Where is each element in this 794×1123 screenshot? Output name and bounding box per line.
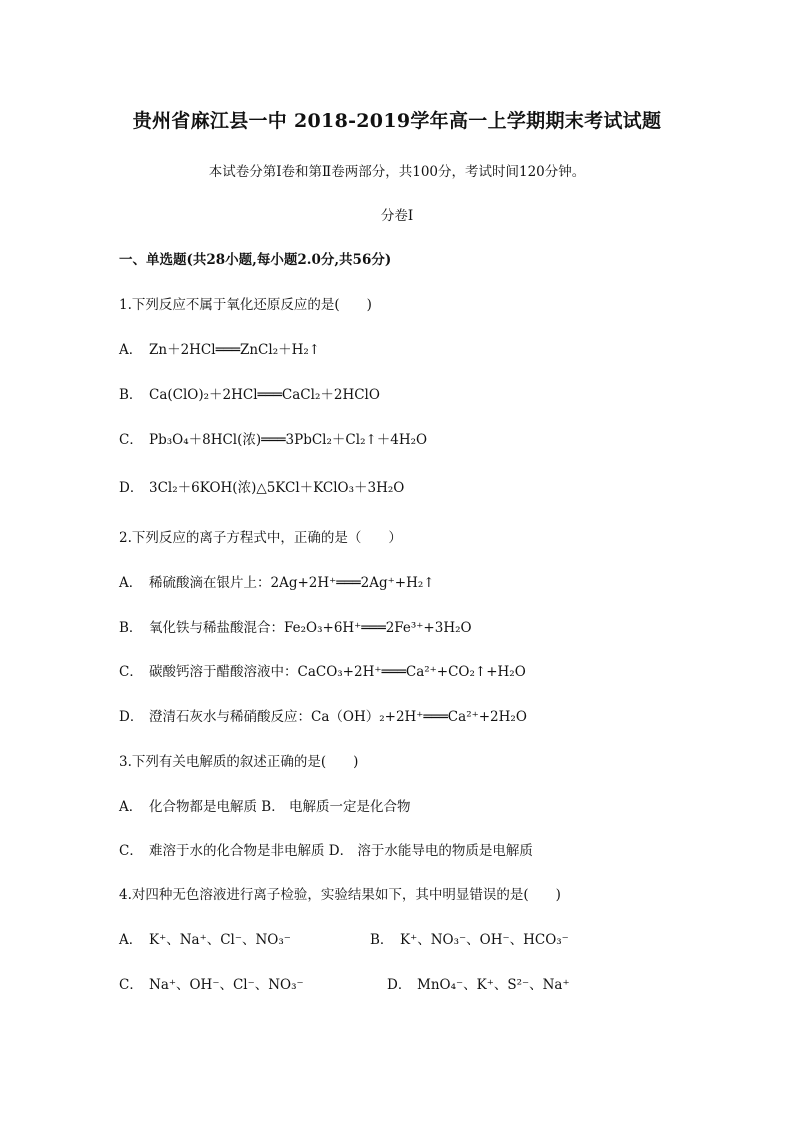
question-2-option-c [119,660,526,680]
option-letter: A． [119,575,143,591]
part-heading: 分卷I [380,208,414,224]
option-text: 3Cl₂＋6KOH(浓)△5KCl＋KClO₃＋3H₂O [149,480,405,496]
option-text: 澄清石灰水与稀硝酸反应：Ca（OH）₂+2H⁺═══Ca²⁺+2H₂O [149,709,527,725]
question-3-options-line-2 [119,839,533,859]
question-2-option-d [119,705,527,725]
option-text: 稀硫酸滴在银片上：2Ag+2H⁺═══2Ag⁺+H₂↑ [149,575,435,591]
option-text: 氧化铁与稀盐酸混合：Fe₂O₃+6H⁺═══2Fe³⁺+3H₂O [149,620,472,636]
question-3-stem: 3.下列有关电解质的叙述正确的是( ) [119,754,359,770]
option-text: 碳酸钙溶于醋酸溶液中：CaCO₃+2H⁺═══Ca²⁺+CO₂↑+H₂O [149,664,526,680]
option-letter: C． [119,843,143,859]
option-letter: C． [119,977,143,993]
option-text: K⁺、NO₃⁻、OH⁻、HCO₃⁻ [400,932,569,948]
option-letter: B． [119,387,143,403]
question-2-stem: 2.下列反应的离子方程式中，正确的是（ ） [119,530,402,546]
option-letter: A． [119,342,143,358]
question-4-option-c [119,973,304,993]
option-letter: A． [119,799,143,815]
question-4-option-b [370,928,569,948]
option-letter: B． [119,620,143,636]
question-4-option-d [387,973,570,993]
option-letter: C． [119,664,143,680]
question-4-option-a [119,928,291,948]
option-text: Pb₃O₄＋8HCl(浓)═══3PbCl₂＋Cl₂↑＋4H₂O [149,432,428,448]
option-text: Ca(ClO)₂＋2HCl═══CaCl₂＋2HClO [149,387,380,403]
option-text: K⁺、Na⁺、Cl⁻、NO₃⁻ [149,932,291,948]
question-3-options-line-1 [119,795,411,815]
question-2-option-b [119,616,472,636]
question-1-option-c [119,428,427,448]
option-text: 化合物都是电解质 B． 电解质一定是化合物 [149,799,411,815]
option-letter: B． [370,932,394,948]
option-letter: D． [119,480,144,496]
option-text: Na⁺、OH⁻、Cl⁻、NO₃⁻ [149,977,304,993]
option-text: MnO₄⁻、K⁺、S²⁻、Na⁺ [417,977,570,993]
section-heading: 一、单选题(共28小题,每小题2.0分,共56分) [119,252,392,268]
question-1-option-b [119,383,380,403]
exam-intro: 本试卷分第Ⅰ卷和第Ⅱ卷两部分，共100分，考试时间120分钟。 [208,164,586,180]
question-1-option-d [119,476,404,496]
question-1-stem: 1.下列反应不属于氧化还原反应的是( ) [119,297,372,313]
question-4-stem: 4.对四种无色溶液进行离子检验，实验结果如下，其中明显错误的是( ) [119,887,561,903]
option-text: 难溶于水的化合物是非电解质 D． 溶于水能导电的物质是电解质 [149,843,533,859]
question-2-option-a [119,571,435,591]
option-text: Zn＋2HCl═══ZnCl₂＋H₂↑ [149,342,321,358]
exam-title: 贵州省麻江县一中 2018-2019学年高一上学期期末考试试题 [132,110,662,132]
option-letter: A． [119,932,143,948]
option-letter: C． [119,432,143,448]
question-1-option-a [119,338,320,358]
option-letter: D． [387,977,412,993]
option-letter: D． [119,709,144,725]
